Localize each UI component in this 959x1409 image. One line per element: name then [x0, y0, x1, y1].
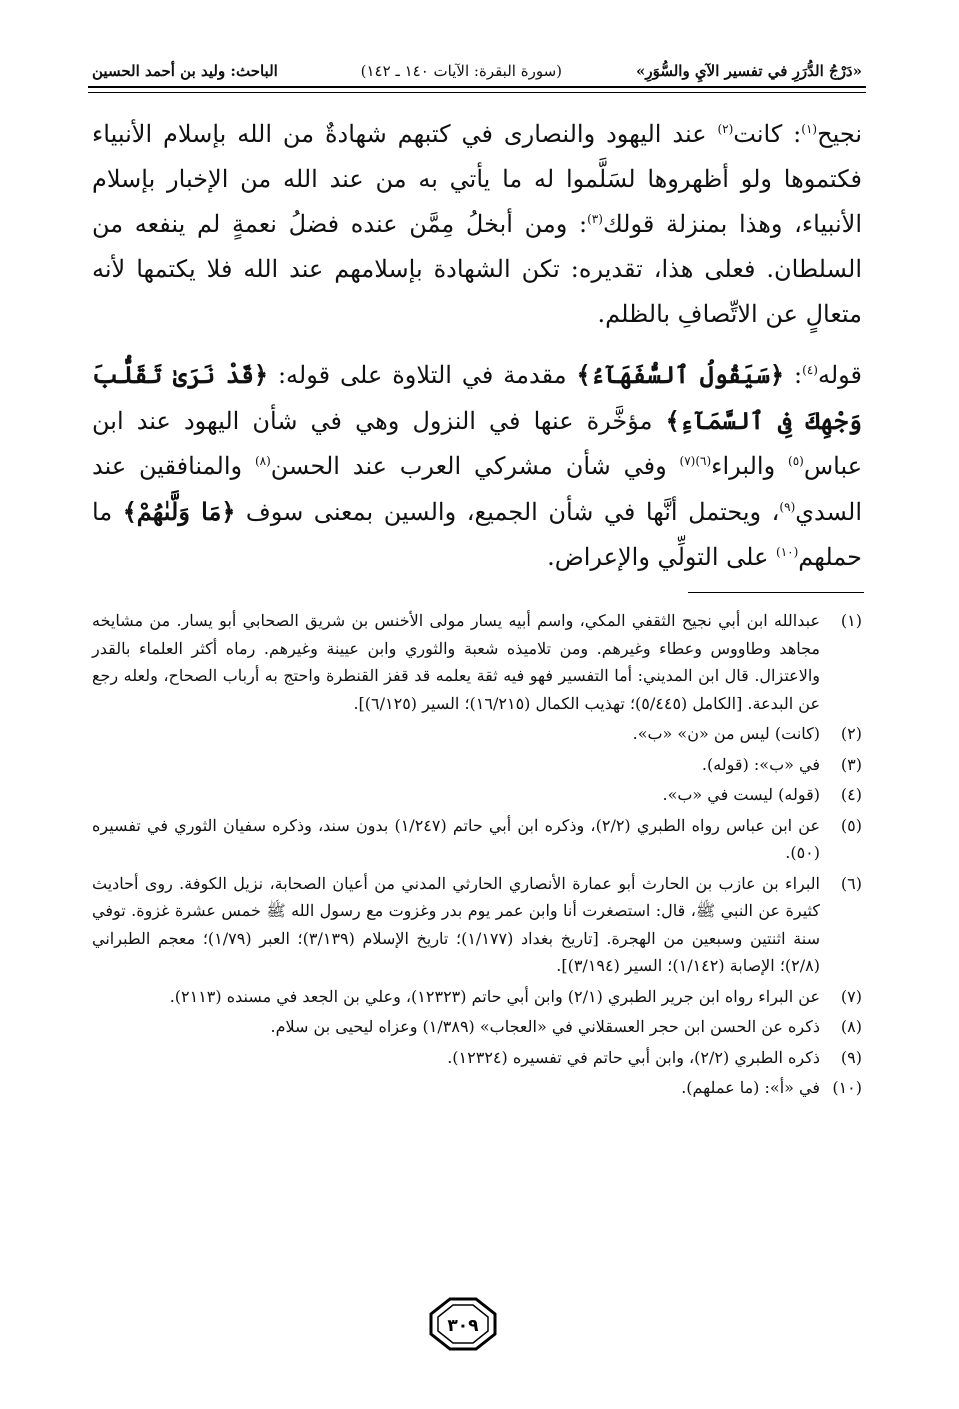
footnote-number: (٣) [840, 754, 862, 774]
footnotes [92, 607, 862, 1105]
text-run: والبراء [711, 452, 789, 480]
footnote-ref: (٦)(٧) [679, 454, 712, 468]
header-rule [88, 86, 866, 93]
footnote-number: (٥) [840, 815, 862, 835]
octagon-frame-icon [428, 1296, 498, 1352]
researcher-name: الباحث: وليد بن أحمد الحسين [92, 62, 278, 80]
footnote-item [92, 781, 862, 809]
text-run: ما حملهم [92, 498, 862, 571]
page-number: ٣٠٩ [447, 1316, 479, 1336]
text-run: وفي شأن مشركي العرب عند الحسن [270, 452, 680, 480]
footnote-number: (١٠) [832, 1078, 862, 1097]
footnote-item [92, 1074, 862, 1102]
footnote-ref: (٢) [717, 122, 734, 136]
footnote-item [92, 983, 862, 1011]
footnote-number: (٤) [840, 785, 862, 804]
footnote-text: عبدالله ابن أبي نجيح الثقفي المكي، واسم أبيه يسار مولى الأخنس بن شريق الصحابي أبو يسار. من مشايخه مجاهد وطاووس وعطاء وغيرهم. ومن تلاميذه شعبة والثوري وابن عيينة وغيرهم. رماه أكثر العلماء بالقدر والاعتزال. قال ابن المديني: أما التفسير فهو فيه ثقة يعلمه قد قفز القنطرة واحتج به أرباب الصحاح، ولعله رجع عن البدعة. [الكامل (٥/٤٤٥)؛ تهذيب الكمال (١٦/٢١٥)؛ السير (٦/١٢٥)]. [92, 611, 821, 713]
footnote-number: (١) [840, 611, 862, 630]
footnote-item [92, 751, 862, 779]
footnote-text: ذكره الطبري (٢/٢)، وابن أبي حاتم في تفسيره (١٢٣٢٤). [447, 1047, 820, 1067]
footnote-text: ذكره عن الحسن ابن حجر العسقلاني في «العجاب» (١/٣٨٩) وعزاه ليحيى بن سلام. [270, 1017, 820, 1036]
footnote-item [92, 1044, 862, 1072]
paragraph-1 [92, 112, 862, 337]
footnote-ref: (٩) [779, 500, 796, 514]
page-number-ornament [428, 1296, 498, 1352]
footnote-number: (٢) [840, 724, 862, 743]
footnote-text: عن ابن عباس رواه الطبري (٢/٢)، وذكره ابن أبي حاتم (١/٢٤٧) بدون سند، وذكره سفيان الثوري في تفسيره (٥٠). [92, 815, 821, 862]
running-header [92, 58, 862, 86]
footnote-text: (قوله) ليست في «ب». [662, 785, 820, 804]
footnote-number: (٧) [840, 986, 862, 1006]
footnote-number: (٦) [840, 873, 862, 893]
footnote-text: في «ب»: (قوله). [701, 754, 820, 774]
footnote-text: عن البراء رواه ابن جرير الطبري (٢/١) وابن أبي حاتم (١٢٣٢٣)، وعلي بن الجعد في مسنده (٢١١٣). [169, 986, 820, 1006]
footnote-ref: (٨) [254, 454, 271, 468]
footnote-item [92, 870, 862, 980]
text-run: على التولِّي والإعراض. [547, 543, 777, 571]
footnote-item [92, 812, 862, 867]
surah-range: (سورة البقرة: الآيات ١٤٠ ـ ١٤٢) [360, 62, 562, 80]
footnote-number: (٩) [840, 1047, 862, 1067]
quran-quote: ﴿سَيَقُولُ ٱلسُّفَهَآءُ﴾ [576, 360, 785, 389]
footnote-item [92, 607, 862, 717]
main-text [92, 112, 862, 580]
footnote-ref: (٥) [788, 454, 804, 468]
quran-quote: ﴿مَا وَلَّىٰهُمْ﴾ [122, 497, 236, 526]
paragraph-2 [92, 352, 862, 580]
quran-quote: ﴿قَدْ نَرَىٰ تَقَلُّبَ وَجْهِكَ فِى ٱلسَّمَآءِ﴾ [92, 360, 862, 435]
footnote-text: (كانت) ليس من «ن» «ب». [632, 724, 820, 743]
footnote-text: البراء بن عازب بن الحارث أبو عمارة الأنصاري الحارثي المدني من أعيان الصحابة، نزيل الكوفة. روى أحاديث كثيرة عن النبي ﷺ، قال: استصغرت أنا وابن عمر يوم بدر وغزوت مع رسول الله ﷺ خمس عشرة غزوة. توفي سنة اثنتين وسبعين من الهجرة. [تاريخ بغداد (١/١٧٧)؛ تاريخ الإسلام (٣/١٣٩)؛ العبر (١/٧٩)؛ معجم الطبراني (٢/٨)؛ الإصابة (١/١٤٢)؛ السير (٣/١٩٤)]. [92, 873, 821, 975]
text-run: : ومن أبخلُ مِمَّن عنده فضلُ نعمةٍ لم ينفعه من السلطان. فعلى هذا، تقديره: تكن الشهادة بإسلامهم عند الله فلا يكتمها لأنه متعالٍ عن الاتِّصافِ بالظلم. [92, 210, 863, 328]
text-run: قوله [817, 361, 863, 389]
text-run: والمنافقين عند السدي [92, 452, 863, 526]
text-run: ، ويحتمل أنَّها في شأن الجميع، والسين بمعنى سوف [235, 498, 780, 526]
text-run: عند اليهود والنصارى في كتبهم شهادةٌ من الله بإسلام الأنبياء فكتموها ولو أظهروها لسَلَّموا له ما يأتي به من عند الله من الإخبار بإسلام الأنبياء، وهذا بمنزلة قولك [92, 120, 862, 238]
footnote-ref: (١) [801, 122, 818, 136]
footnote-text: في «أ»: (ما عملهم). [681, 1078, 820, 1097]
footnote-ref: (١٠) [776, 545, 799, 559]
text-run: : كانت [733, 120, 802, 148]
footnote-separator [688, 592, 864, 593]
text-run: مقدمة في التلاوة على قوله: [268, 361, 577, 389]
book-title: «دَرْجُ الدُّرَرِ في تفسير الآيِ والسُّوَرِ» [635, 62, 862, 80]
text-run: مؤخَّرة عنها في النزول وهي في شأن اليهود عند ابن عباس [92, 407, 863, 480]
text-run: نجيح [817, 120, 862, 148]
footnote-item [92, 1013, 862, 1041]
footnote-item [92, 720, 862, 748]
footnote-ref: (٣) [587, 212, 603, 226]
footnote-ref: (٤) [802, 363, 818, 377]
text-run: : [784, 361, 803, 389]
footnote-number: (٨) [840, 1017, 862, 1036]
